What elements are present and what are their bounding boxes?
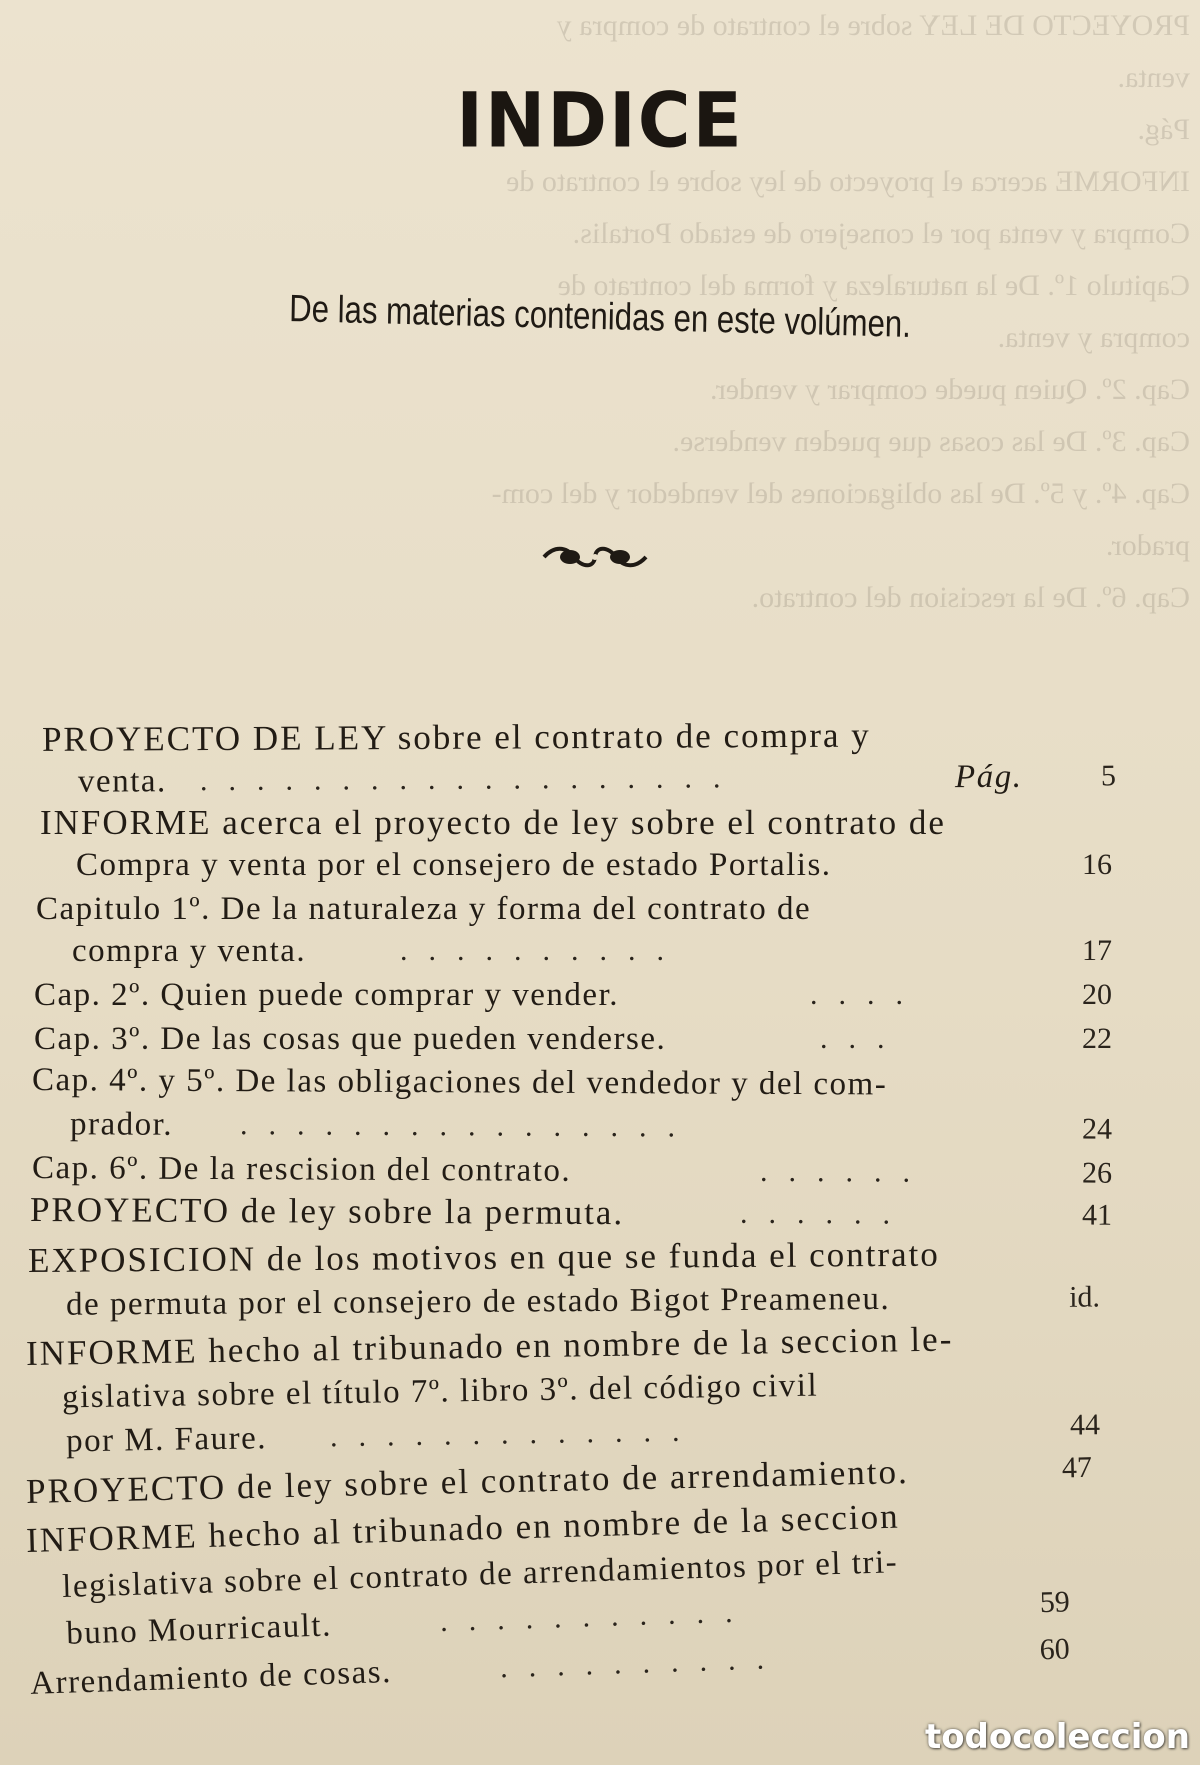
toc-entry-text: Cap. 2º. Quien puede comprar y vender. xyxy=(34,977,619,1013)
page-number: 44 xyxy=(1069,1408,1101,1442)
leader-dots: ............. xyxy=(329,1414,701,1454)
toc-entry xyxy=(0,802,1200,844)
page-number: 59 xyxy=(1039,1585,1071,1620)
page-number: 24 xyxy=(1081,1112,1113,1146)
toc-entry-text: legislativa sobre el contrato de arrendamientos por el tri- xyxy=(61,1544,899,1605)
toc-entry-text: PROYECTO de ley sobre el contrato de arrendamiento. xyxy=(25,1451,910,1512)
toc-entry xyxy=(0,974,1200,1016)
toc-entry-text: compra y venta. xyxy=(72,933,307,969)
toc-entry xyxy=(0,844,1200,886)
toc-entry-text: EXPOSICION de los motivos en que se funda el contrato xyxy=(27,1234,940,1280)
leader-dots: ........... xyxy=(439,1595,754,1639)
table-of-contents xyxy=(0,716,1200,1765)
toc-entry-text: PROYECTO de ley sobre la permuta. xyxy=(29,1190,625,1233)
toc-entry xyxy=(0,1059,1200,1107)
toc-entry xyxy=(0,1147,1200,1195)
toc-entry-text: PROYECTO DE LEY sobre el contrato de compra y xyxy=(41,715,871,759)
page-number: 5 xyxy=(1100,759,1117,793)
toc-entry-text: venta. xyxy=(77,763,167,800)
leader-dots: ................ xyxy=(239,1108,697,1144)
ornament-icon xyxy=(540,544,650,570)
toc-entry xyxy=(0,755,1200,803)
toc-entry xyxy=(0,1103,1200,1151)
leader-dots: .......... xyxy=(400,934,685,967)
toc-entry-text: Cap. 6º. De la rescision del contrato. xyxy=(31,1150,572,1189)
toc-entry-text: Compra y venta por el consejero de estado Portalis. xyxy=(76,847,832,883)
bleed-through-text: PROYECTO DE LEY sobre el contrato de compra y venta. Pág. INFORME acerca el proyecto de ley sobre el contrato de Compra y venta por el consejero de estado Portalis. Capitulo 1º. De la naturaleza y forma del contrato de compra y venta. Cap. 2º. Quien puede comprar y vender. Cap. 3º. De las cosas que pueden venderse. Cap. 4º. y 5º. De las obligaciones del vendedor y del com- prador. Cap. 6º. De la rescision del contrato. xyxy=(491,9,1190,614)
toc-entry-text: Arrendamiento de cosas. xyxy=(29,1653,393,1702)
page-number: 17 xyxy=(1082,934,1112,967)
index-subtitle: De las materias contenidas en este volúmen. xyxy=(288,288,912,346)
toc-entry-text: INFORME hecho al tribunado en nombre de la seccion xyxy=(25,1496,901,1561)
leader-dots: .......... xyxy=(499,1641,786,1685)
toc-entry-text: de permuta por el consejero de estado Bigot Preameneu. xyxy=(65,1280,891,1323)
toc-entry xyxy=(0,1189,1200,1237)
page-abbrev: Pág. xyxy=(954,758,1023,796)
toc-entry-text: buno Mourricault. xyxy=(65,1607,333,1652)
toc-entry-text: Cap. 4º. y 5º. De las obligaciones del vendedor y del com- xyxy=(31,1062,888,1103)
leader-dots: .... xyxy=(810,978,924,1011)
page-number: 47 xyxy=(1061,1450,1093,1485)
toc-entry xyxy=(0,888,1200,930)
toc-entry-text: INFORME acerca el proyecto de ley sobre el contrato de xyxy=(40,803,946,842)
toc-entry xyxy=(0,930,1200,972)
site-watermark: todocoleccion xyxy=(924,1717,1190,1757)
page-number: 22 xyxy=(1082,1022,1112,1055)
page-number: 26 xyxy=(1081,1156,1113,1190)
toc-entry-text: Capitulo 1º. De la naturaleza y forma del contrato de xyxy=(36,891,812,927)
toc-entry xyxy=(0,713,1200,761)
page-number: 41 xyxy=(1081,1198,1113,1232)
toc-entry xyxy=(0,1232,1200,1282)
page-number: id. xyxy=(1069,1280,1101,1314)
toc-entry-text: gislativa sobre el título 7º. libro 3º. del código civil xyxy=(61,1367,819,1416)
leader-dots: ...... xyxy=(759,1154,932,1189)
toc-entry-text: INFORME hecho al tribunado en nombre de la seccion le- xyxy=(25,1319,954,1374)
leader-dots: ................... xyxy=(199,761,742,798)
page-number: 60 xyxy=(1039,1632,1071,1667)
toc-entry-text: por M. Faure. xyxy=(65,1420,268,1460)
page-number: 16 xyxy=(1082,848,1112,881)
page-number: 20 xyxy=(1082,978,1112,1011)
leader-dots: ... xyxy=(820,1022,906,1055)
toc-entry xyxy=(0,1018,1200,1060)
toc-entry-text: prador. xyxy=(69,1106,174,1143)
leader-dots: ...... xyxy=(739,1196,912,1231)
index-title: INDICE xyxy=(456,75,744,165)
toc-entry-text: Cap. 3º. De las cosas que pueden venderse. xyxy=(34,1021,667,1057)
